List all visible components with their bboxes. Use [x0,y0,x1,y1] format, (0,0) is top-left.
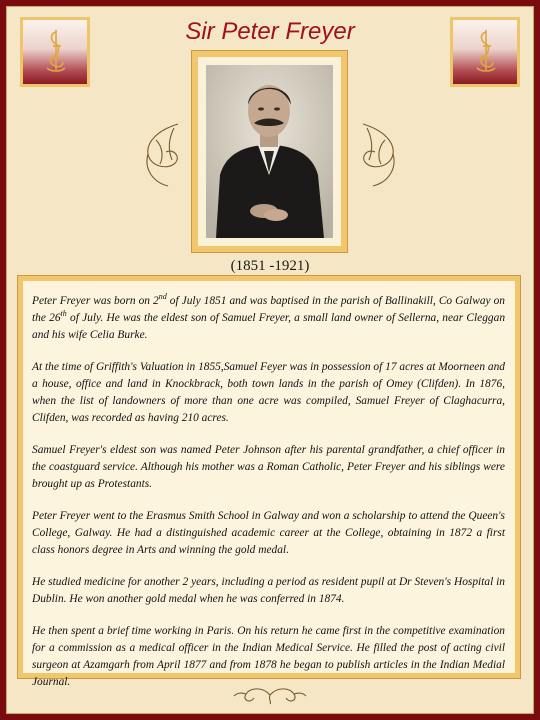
paragraph: He studied medicine for another 2 years, including a period as resident pupil at Dr Steven's Hospital in Dublin. He won another gold medal when he was conferred in 1874. [32,576,505,605]
ornamental-flourish-icon [138,120,186,195]
ornamental-flourish-icon [232,684,308,711]
paragraph: At the time of Griffith's Valuation in 1855,Samuel Feyer was in possession of 17 acres at Moorneen and a house, office and land in Knockbrack, both town lands in the parish of Omey (Clifden). In 1876, when the list of landowners of more than one acre was compiled, Samuel Freyer of Claghacurra, Clifden, was recorded as having 210 acres. [32,361,505,424]
portrait-photo [206,65,333,238]
ordinal-suffix: nd [158,292,167,302]
ornamental-flourish-icon [355,120,403,195]
paragraph [32,293,505,344]
life-dates: (1851 -1921) [230,258,310,274]
ordinal-suffix: th [60,309,67,319]
biography-box [17,275,521,688]
paragraph-text: of July. He was the eldest son of Samuel Freyer, a small land owner of Sellerna, near Cleggan and his wife Celia Burke. [32,312,506,341]
paragraph-text: of July 1851 and was baptised in the parish of Ballinakill, Co Galway on the 26 [32,295,505,324]
paragraph: Samuel Freyer's eldest son was named Peter Johnson after his parental grandfather, a chief officer in the coastguard service. Although his mother was a Roman Catholic, Peter Freyer and his siblings were brought up as Protestants. [32,444,505,490]
paragraph: Peter Freyer went to the Erasmus Smith School in Galway and won a scholarship to attend the Queen's College, Galway. He had a distinguished academic career at the College, obtaining in 1872 a first class honors degree in Arts and winning the gold medal. [32,510,505,556]
page-title: Sir Peter Freyer [185,18,355,45]
portrait-frame [191,50,348,253]
paragraph: He then spent a brief time working in Paris. On his return he came first in the competitive examination for a commission as a medical officer in the Indian Medical Service. He filled the post of acting civil surgeon at Azamgarh from April 1877 and from 1878 he began to publish articles in the Indian Medial Journal. [32,625,505,688]
monogram-emblem-icon [20,17,90,87]
paragraph-text: Peter Freyer was born on 2 [32,295,159,307]
monogram-emblem-icon [450,17,520,87]
portrait-mat [198,57,341,246]
biography-content [23,281,515,688]
